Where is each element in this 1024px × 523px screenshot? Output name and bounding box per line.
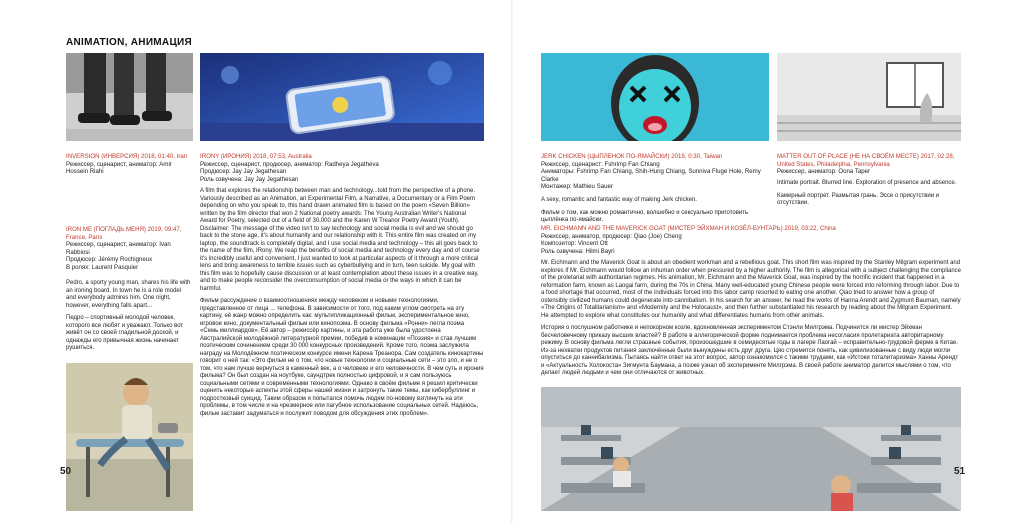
jerk-chicken-still bbox=[541, 53, 769, 141]
irony-credit-line: Роль озвучена: Jay Jay Jegathesan bbox=[200, 175, 299, 183]
irony-credits bbox=[200, 153, 484, 183]
matter-description-ru: Камерный портрет. Размытая грань. Эссе о присутствии и отсутствии. bbox=[777, 192, 940, 206]
ironme-description bbox=[66, 280, 191, 358]
ironme-illustration bbox=[66, 363, 193, 511]
eichmann-credit-line: Режиссер, аниматор, продюсер: Qiao (Joe) Cheng bbox=[541, 232, 682, 240]
jerk-credit-line: Аниматоры: Fshrimp Fan Chiang, Shih-Hung Chiang, Sunniva Fluge Hole, Remy Clarke bbox=[541, 168, 761, 183]
ironme-still bbox=[66, 363, 193, 511]
eichmann-description-en: Mr. Eichmann and the Maverick Goat is about an obedient workman and a rebellious goat. This short film was inspired by the Stanley Milgram experiment and explores if Mr. Eichmann would follow an inhuman order when pressured by a higher authority. The film is allegorical with a subject challenging the compliance of the proletariat with authoritarian regimes. His animation, Mr. Eichmann and the Maverick Goat, was inspired by the horrific incident that happened in a reformation farm, known as Laogai farm, during the 70s in China. Many well-educated young Chinese people were forced into reforming through labor. Due to a food shortage that occurred, most of the individuals forced into this labor camp resorted to eating one another. Qiao tried to answer how a group of ostensibly civilized humans could degenerate into cannibalism. In his search for an answer, he read the works of Hanna Arendt and Zygmunt Bauman, namely «The Origins of Totalitarianism» and «Modernity and the Holocaust», and then further substantiated his research by reading about the Milgram Experiment. He attempted to explore what constitutes our humanity and what differentiates humans from other animals. bbox=[541, 260, 961, 319]
ironme-credit-line: Режиссер, сценарист, аниматор: Ivan Rabbiosi bbox=[66, 241, 171, 256]
irony-credit-line: Продюсер: Jay Jay Jegathesan bbox=[200, 168, 287, 176]
jerk-description-ru: Фильм о том, как можно романтично, волшебно и сексуально приготовить цыплёнка по-ямайски. bbox=[541, 209, 749, 223]
jerk-title: JERK CHICKEN (ЦЫПЛЕНОК ПО-ЯМАЙСКИ) 2019, 0:30, Taiwan bbox=[541, 153, 723, 160]
matter-illustration bbox=[777, 53, 961, 141]
eichmann-title: MR. EICHMANN AND THE MAVERICK GOAT (МИСТЕР ЭЙХМАН И КОЗЁЛ-БУНТАРЬ) 2019, 03:22, China bbox=[541, 225, 836, 232]
ironme-credit-line: Продюсер: Jérémy Rochigneux bbox=[66, 256, 153, 264]
ironme-credits bbox=[66, 226, 193, 272]
eichmann-credit-line: Композитор: Vincent Ott bbox=[541, 240, 608, 248]
matter-title: MATTER OUT OF PLACE (НЕ НА СВОЁМ МЕСТЕ) 2017, 02:28, United States, Philadelphia, Pennsylvania bbox=[777, 153, 955, 168]
page-number-left: 50 bbox=[60, 466, 72, 477]
irony-illustration bbox=[200, 53, 484, 141]
inversion-title: INVERSION (ИНВЕРСИЯ) 2018, 01:40, Iran bbox=[66, 153, 188, 160]
eichmann-description bbox=[541, 260, 961, 383]
jerk-credits bbox=[541, 153, 769, 191]
jerk-credit-line: Режиссер, сценарист: Fshrimp Fan Chiang bbox=[541, 160, 660, 168]
inversion-still bbox=[66, 53, 193, 141]
jerk-credit-line: Монтажер: Mathieu Sauer bbox=[541, 183, 613, 191]
irony-description-ru: Фильм рассуждение о взаимоотношениях между человеком и новыми технологиями, представленное от лица ... телефона. В зависимости от того, под каким углом смотреть на эту картину, её жанр можно определить как: мультипликационный фильм, экспериментальное кино, игровое кино, документальный фильм или кинопоэма. В основу фильма «Ронни» легла поэма «Семь миллиардов». Её автор – режиссёр картины, и эта работа уже была удостоена Австралийской молодёжной литературной премии, победив в номинации «Поэзия» и став лучшим поэтическим сочинением среди 30 000 конкурсных произведений. Кроме того, поэма заслужила награду на Молодёжном поэтическом конкурсе имени Карена Треанора. Сам создатель кинокартины говорит о ней так: «Это фильм не о том, что новые технологии и социальные сети – это зло, и не о том, что нам лучше вернуться в каменный век, а о человеке и его человечности. В чем суть и ирония фильма? Он был создан на ноутбуке, саундтрек полностью цифровой, и я сам пользуюсь социальными сетями и современными технологиями. Однако в своём фильме я решил критически оценить некоторые аспекты этой сферы нашей жизни и затронуть такие темы, как кибербуллинг и подростковый суицид. Таким образом я попытался помочь людям по-новому взглянуть на эти проблемы, в том числе и на чрезмерное или пагубное использование социальных сетей. Надеюсь, фильм заставит задуматься и послужит поводом для обсуждения этих проблем». bbox=[200, 298, 484, 417]
matter-credit-line: Режиссер, аниматор: Oona Taper bbox=[777, 168, 871, 176]
ironme-description-en: Pedro, a sporty young man, shares his life with an ironing board. In town he is a role model and everybody admires him. One night, however, everything falls apart... bbox=[66, 280, 191, 309]
matter-out-of-place-still bbox=[777, 53, 961, 141]
matter-description-en: Intimate portrait. Blurred line. Exploration of presence and absence. bbox=[777, 180, 957, 186]
irony-still bbox=[200, 53, 484, 141]
ironme-description-ru: Педро – спортивный молодой человек, которого все любят и уважают. Только вот живёт он со своей гладильной доской, и однажды его привычная жизнь начинает рушиться. bbox=[66, 315, 184, 351]
matter-description bbox=[777, 180, 961, 213]
jerk-chicken-illustration bbox=[541, 53, 769, 141]
eichmann-illustration bbox=[541, 387, 961, 511]
ironme-title: IRON ME (ПОГЛАДЬ МЕНЯ) 2019, 09:47, France, Paris bbox=[66, 226, 182, 241]
inversion-credits bbox=[66, 153, 193, 176]
irony-description-en: A film that explores the relationship between man and technology...told from the perspective of a phone. Variously described as an Animation, an Experimental Film, a Narrative, a Documentary or a Film Poem depending on who you speak to, this hand drawn animated film is based on the poem «Seven Billion» written by the film director that won 2 National poetry awards: The Young Australian Writer's National Award for Poetry, selected out of a field of 30,000 and the Karen W Treanor Poetry Award (Youth). Disclaimer: The message of the video isn't to say technology and social media is evil and we should go back to the stone age, it's about humanity and our relationship with it. This entire film was created on my laptop, the soundtrack is completely digital, and I use social media and technology – this all goes back to the name of the film, IRony. We reap the benefits of social media and technology every day and of course it's incredibly useful and convenient, I just wanted to look at particular aspects of it through a more critical lens and bring awareness to terrible issues such as cyberbullying and in turn, teen suicide. My goal with this film was to hopefully cause discussion or at least contemplation about these issues in a creative way, and to make people reconsider the overconsumption of social media or the ways in which it can be harmful. bbox=[200, 188, 480, 292]
eichmann-description-ru: История о послушном работнике и непокорном козле, вдохновленная экспериментом Стэнли Милгрэма. Подчинится ли мистер Эйхман бесчеловечному приказу высших властей? В работе в аллегорической форме поднимается проблема несогласия пролетариата авторитарному режиму. В основу фильма легли страшные события, произошедшие в семидесятые годы в лагере Лаогай – исправительно-трудовой ферме в Китае. Из-за нехватки продуктов питания заключённые были вынуждены есть друг друга. Цяо стремится понять, как цивилизованные с виду люди могли опуститься до каннибализма. Пытаясь найти ответ на этот вопрос, автор ознакомился с такими трудами, как «Истоки тоталитаризма» Ханны Арендт и «Актуальность Холокоста» Зигмунта Баумана, а позже узнал об эксперименте Милгрэма. В своей работе аниматор делится мыслями о том, что делает людей людьми и чем они отличаются от животных. bbox=[541, 325, 959, 376]
page-number-right: 51 bbox=[954, 466, 966, 477]
page-gutter bbox=[511, 0, 513, 523]
irony-credit-line: Режиссер, сценарист, продюсер, аниматор: Radheya Jegatheva bbox=[200, 160, 379, 168]
eichmann-credits bbox=[541, 225, 961, 255]
ironme-credit-line: В ролях: Laurent Pasquier bbox=[66, 264, 139, 272]
irony-description bbox=[200, 188, 484, 423]
irony-title: IRONY (ИРОНИЯ) 2018, 07:53, Australia bbox=[200, 153, 312, 160]
matter-credits bbox=[777, 153, 961, 176]
eichmann-still bbox=[541, 387, 961, 511]
inversion-illustration bbox=[66, 53, 193, 141]
eichmann-credit-line: Роль озвучена: Hilmi Bayri bbox=[541, 247, 615, 255]
section-heading: ANIMATION, АНИМАЦИЯ bbox=[66, 37, 193, 48]
jerk-description-en: A sexy, romantic and fantastic way of making Jerk chicken. bbox=[541, 197, 697, 203]
inversion-credit-line: Режиссер, сценарист, аниматор: Amir Hossein Riahi bbox=[66, 160, 172, 176]
